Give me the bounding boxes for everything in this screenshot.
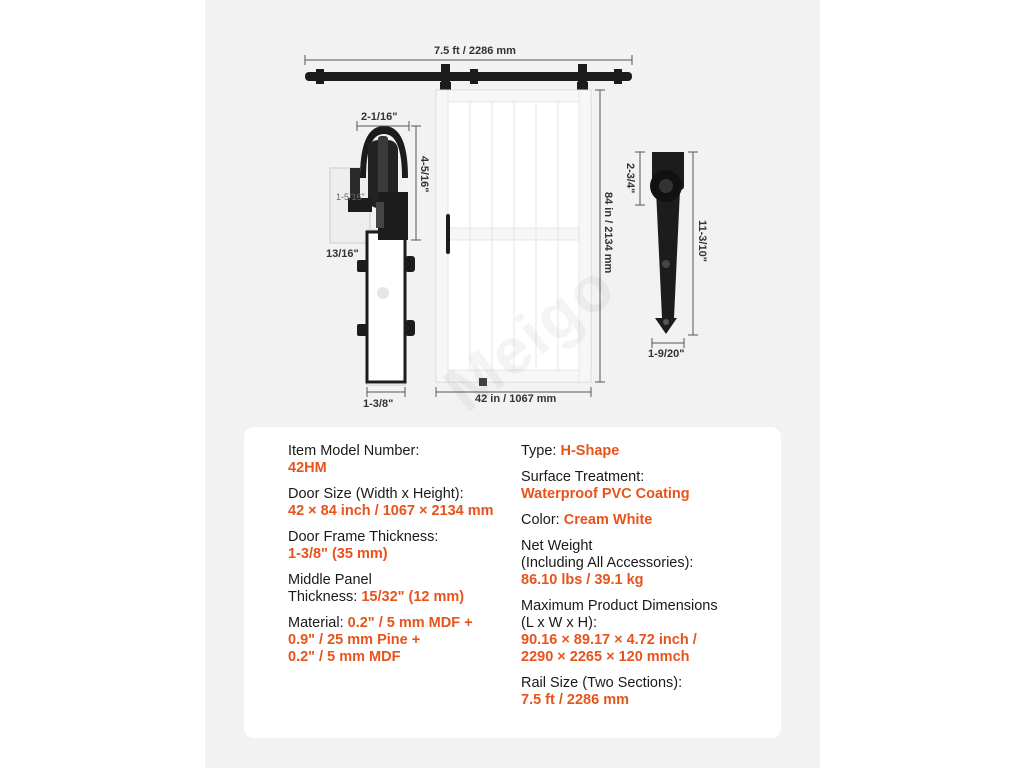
spec-surface-treatment [521,469,771,503]
spec-material [288,615,516,666]
spec-value: Cream White [563,512,653,528]
strap-detail [650,152,684,334]
spec-value: 42 × 84 inch / 1067 × 2134 mm [288,503,494,519]
spec-label: Color: [521,512,560,528]
spec-value-2: 0.9" / 25 mm Pine + [288,632,421,648]
spec-label-2: (Including All Accessories): [521,555,694,571]
spec-label: Middle Panel [288,572,372,588]
spec-label: Type: [521,443,557,459]
door-width-label: 42 in / 1067 mm [475,393,557,405]
spec-value: H-Shape [560,443,620,459]
spec-label: Material: [288,615,344,631]
spec-value: Waterproof PVC Coating [521,486,690,502]
spec-label: Maximum Product Dimensions [521,598,718,614]
frame-thickness-label: 1-3/8" [363,398,394,410]
hanger-height-label: 4-5/16" [418,156,430,193]
specs-right-column [521,443,771,718]
spec-value: 1-3/8" (35 mm) [288,546,388,562]
bolt-label: 13/16" [326,248,359,260]
spec-frame-thickness [288,529,516,563]
spec-label: Door Size (Width x Height): [288,486,464,502]
spec-max-dimensions [521,598,771,666]
spec-label: Door Frame Thickness: [288,529,439,545]
spec-label-2: (L x W x H): [521,615,597,631]
spec-value-2: 2290 × 2265 × 120 mmch [521,649,690,665]
strap-length-label: 11-3/10" [696,220,708,262]
spec-value: 7.5 ft / 2286 mm [521,692,629,708]
door-handle [446,214,450,254]
spec-rail-size [521,675,771,709]
spec-value: 0.2" / 5 mm MDF + [347,615,473,631]
strap-wheel-label: 2-3/4" [624,163,636,194]
spec-value: 42HM [288,460,327,476]
rail-length-label: 7.5 ft / 2286 mm [434,45,516,57]
spacer-label: 1-5/16" [336,192,365,202]
spec-type [521,443,771,460]
spec-label: Rail Size (Two Sections): [521,675,683,691]
spec-middle-panel [288,572,516,606]
spec-label: Net Weight [521,538,593,554]
hanger-width-label: 2-1/16" [361,111,398,123]
spec-value-3: 0.2" / 5 mm MDF [288,649,401,665]
spec-door-size [288,486,516,520]
spec-label: Surface Treatment: [521,469,645,485]
spec-model-number [288,443,516,477]
specs-card [244,427,781,738]
spec-value: 86.10 lbs / 39.1 kg [521,572,644,588]
spec-label-2: Thickness: [288,589,358,605]
strap-width-label: 1-9/20" [648,348,685,360]
specs-left-column [288,443,516,675]
spec-value: 90.16 × 89.17 × 4.72 inch / [521,632,697,648]
spec-value: 15/32" (12 mm) [361,589,465,605]
door-height-label: 84 in / 2134 mm [602,192,614,274]
spec-label: Item Model Number: [288,443,420,459]
spec-color [521,512,771,529]
spec-net-weight [521,538,771,589]
